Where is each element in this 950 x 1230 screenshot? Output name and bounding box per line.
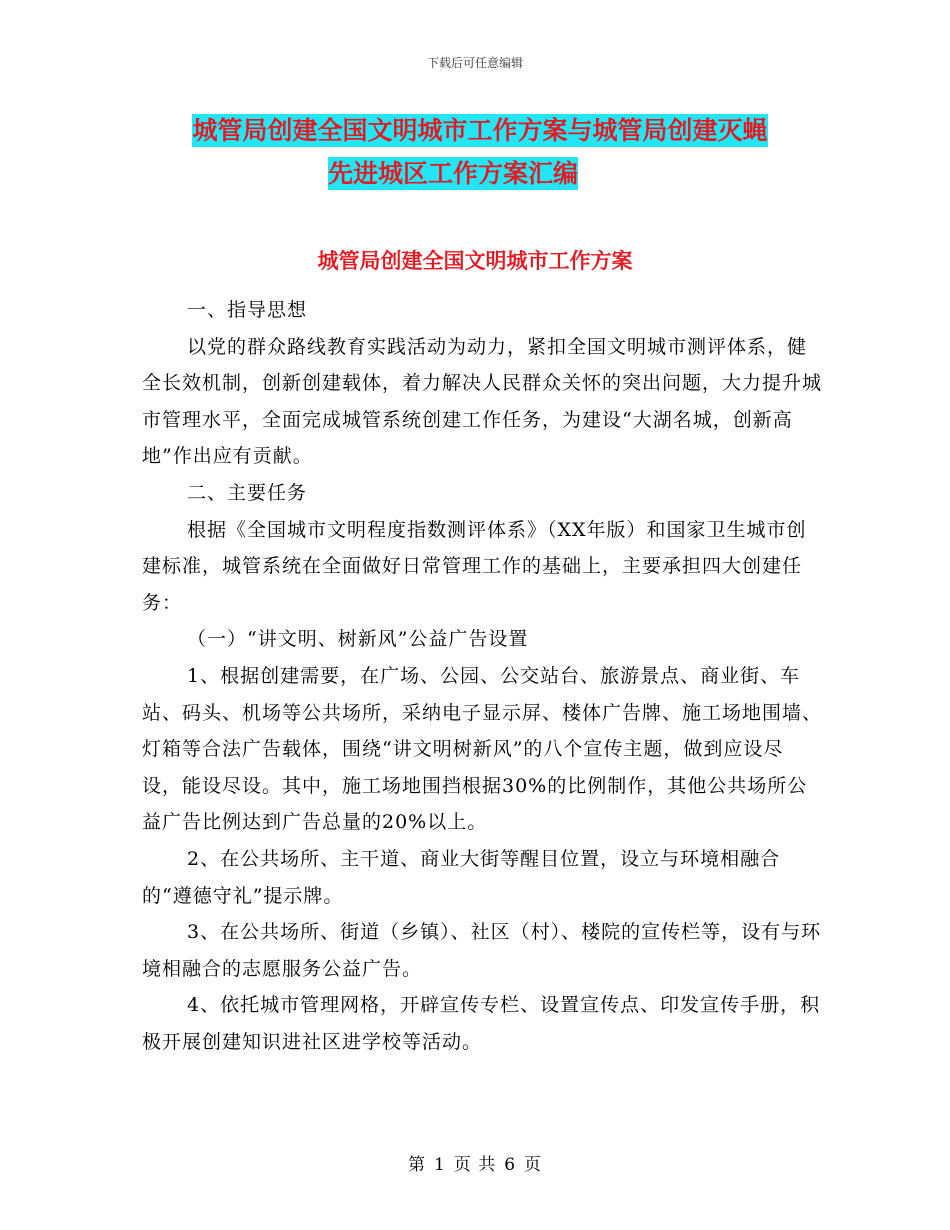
list-item: 1、根据创建需要，在广场、公园、公交站台、旅游景点、商业街、车站、码头、机场等公共场所，采纳电子显示屏、楼体广告牌、施工场地围墙、灯箱等合法广告载体，围绕“讲文明树新风”的八个宣传主题，做到应设尽设，能设尽设。其中，施工场地围挡根据30%的比例制作，其他公共场所公益广告比例达到广告总量的20%以上。 bbox=[142, 664, 823, 834]
section-title: 城管局创建全国文明城市工作方案 bbox=[317, 249, 633, 273]
footer-suffix: 页 bbox=[524, 1155, 543, 1175]
footer-prefix: 第 bbox=[407, 1155, 426, 1175]
heading-main-tasks: 二、主要任务 bbox=[187, 481, 308, 504]
page-footer bbox=[0, 1150, 950, 1175]
page-number: 1 bbox=[433, 1155, 446, 1175]
footer-middle: 页 共 bbox=[453, 1155, 497, 1175]
list-item: 2、在公共场所、主干道、商业大街等醒目位置，设立与环境相融合的“遵德守礼”提示牌。 bbox=[142, 847, 781, 907]
paragraph: 以党的群众路线教育实践活动为动力，紧扣全国文明城市测评体系，健全长效机制，创新创建载体，着力解决人民群众关怀的突出问题，大力提升城市管理水平，全面完成城管系统创建工作任务，为建设“大湖名城，创新高地”作出应有贡献。 bbox=[142, 335, 823, 468]
heading-subsection-1: （一）“讲文明、树新风”公益广告设置 bbox=[187, 628, 529, 651]
document-body bbox=[142, 292, 822, 1060]
paragraph: 根据《全国城市文明程度指数测评体系》（XX年版）和国家卫生城市创建标准，城管系统在全面做好日常管理工作的基础上，主要承担四大创建任务： bbox=[142, 518, 807, 614]
page-header: 下载后可任意编辑 bbox=[426, 56, 523, 70]
list-item: 4、依托城市管理网格，开辟宣传专栏、设置宣传点、印发宣传手册，积极开展创建知识进社区进学校等活动。 bbox=[142, 994, 821, 1053]
document-title-line-1: 城管局创建全国文明城市工作方案与城管局创建灭蝇 bbox=[192, 116, 768, 145]
heading-guiding-ideology: 一、指导思想 bbox=[187, 299, 308, 321]
document-title-line-2: 先进城区工作方案汇编 bbox=[328, 159, 579, 188]
total-pages: 6 bbox=[504, 1155, 517, 1175]
list-item: 3、在公共场所、街道（乡镇）、社区（村）、楼院的宣传栏等，设有与环境相融合的志愿服务公益广告。 bbox=[142, 921, 822, 980]
